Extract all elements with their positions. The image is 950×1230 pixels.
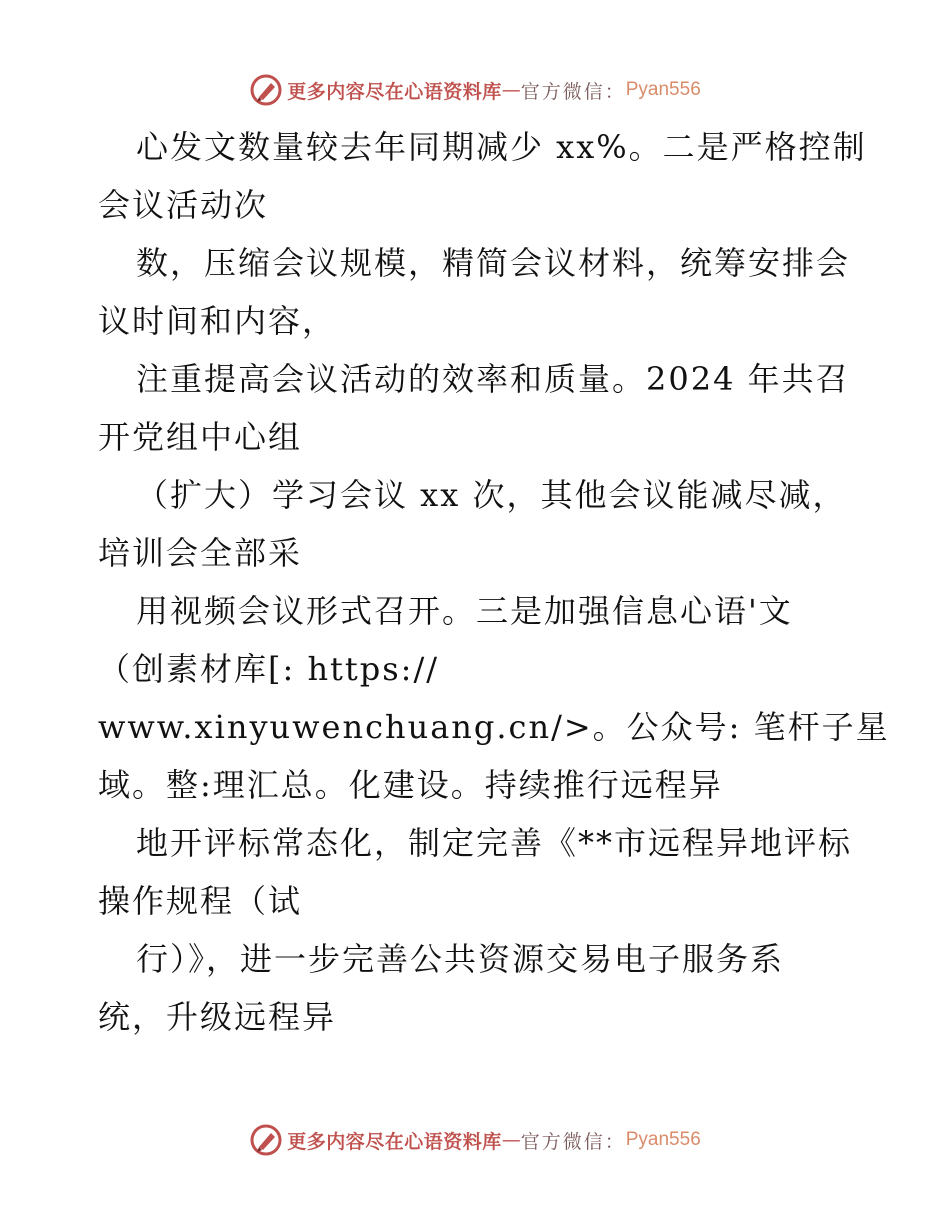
document-body (98, 118, 890, 1046)
text-line: 统，升级远程异 (98, 998, 337, 1036)
watermark-main-text: 更多内容尽在心语资料库 (287, 80, 502, 103)
watermark-id: Pyan556 (625, 1129, 701, 1150)
pen-logo-icon (249, 73, 283, 107)
watermark-dash: — (501, 79, 521, 101)
text-line: 议时间和内容， (98, 302, 337, 340)
text-line: 地开评标常态化，制定完善《**市远程异地评标 (136, 824, 853, 862)
text-line: 培训会全部采 (98, 534, 303, 572)
pen-logo-icon (249, 1123, 283, 1157)
text-line: 会议活动次 (98, 186, 269, 224)
text-line: （创素材库[: https:// (98, 650, 440, 688)
watermark-main-text: 更多内容尽在心语资料库 (287, 1130, 502, 1153)
text-line: 操作规程（试 (98, 882, 303, 920)
text-line: 行）》，进一步完善公共资源交易电子服务系 (136, 940, 785, 978)
text-line: 数，压缩会议规模，精简会议材料，统筹安排会 (136, 244, 851, 282)
watermark-sub-text: 官方微信： (520, 1130, 626, 1153)
footer-watermark (0, 1120, 950, 1160)
header-watermark (0, 70, 950, 110)
text-line: 开党组中心组 (98, 418, 303, 456)
watermark-dash: — (501, 1129, 521, 1151)
text-line: www.xinyuwenchuang.cn/>。公众号: 笔杆子星 (98, 708, 890, 746)
text-line: （扩大）学习会议 xx 次，其他会议能减尽减， (136, 476, 847, 514)
text-line: 用视频会议形式召开。三是加强信息心语'文 (136, 592, 793, 630)
watermark-id: Pyan556 (625, 79, 701, 100)
text-line: 域。整:理汇总。化建设。持续推行远程异 (98, 766, 723, 804)
text-line: 注重提高会议活动的效率和质量。2024 年共召 (136, 360, 850, 398)
text-line: 心发文数量较去年同期减少 xx%。二是严格控制 (136, 128, 867, 166)
watermark-sub-text: 官方微信： (520, 80, 626, 103)
